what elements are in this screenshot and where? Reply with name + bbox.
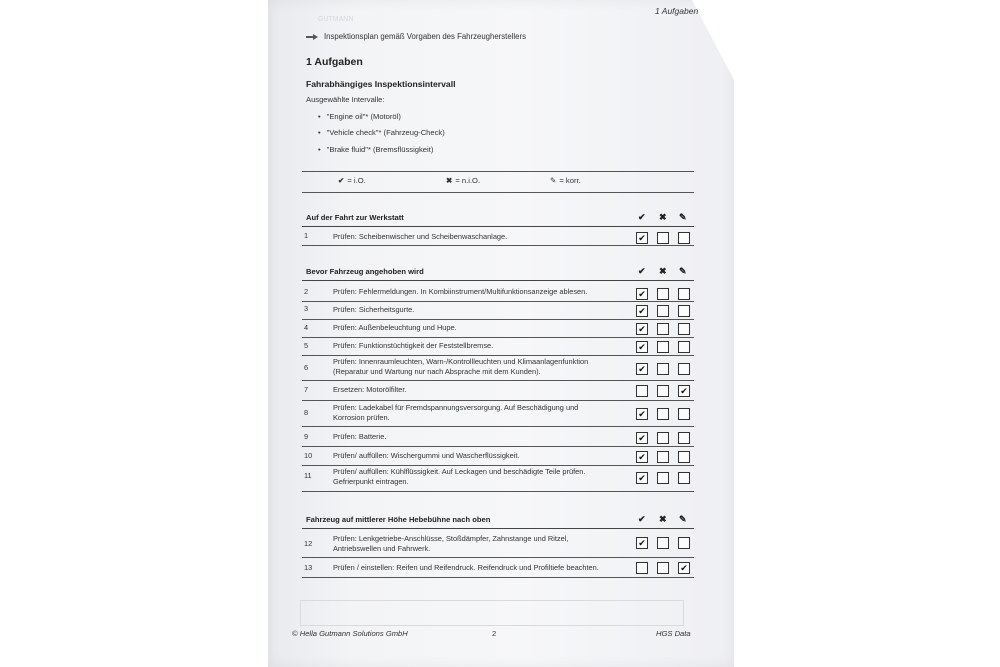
section-title: 1 Aufgaben	[306, 56, 363, 68]
faint-note-box	[300, 600, 684, 626]
nok-checkbox[interactable]	[657, 451, 669, 463]
cross-icon: ✖	[659, 514, 667, 524]
group-header: Fahrzeug auf mittlerer Höhe Hebebühne nach oben ✔ ✖ ✎	[302, 514, 694, 529]
corr-checkbox[interactable]	[678, 323, 690, 335]
nok-checkbox[interactable]	[657, 385, 669, 397]
table-row: 9 Prüfen: Batterie. ✔	[302, 426, 694, 447]
table-row: 12 Prüfen: Lenkgetriebe-Anschlüsse, Stoßdämpfer, Zahnstange und Ritzel, Antriebswellen und Fahrwerk. ✔	[302, 531, 694, 558]
corr-checkbox[interactable]	[678, 305, 690, 317]
check-icon: ✔	[638, 212, 646, 222]
ok-checkbox[interactable]	[636, 385, 648, 397]
interval-item: • "Engine oil"* (Motoröl)	[318, 112, 401, 121]
interval-subtitle: Fahrabhängiges Inspektionsintervall	[306, 79, 456, 89]
table-row: 2 Prüfen: Fehlermeldungen. In Kombiinstrument/Multifunktionsanzeige ablesen. ✔	[302, 284, 694, 302]
ok-checkbox[interactable]: ✔	[636, 451, 648, 463]
nok-checkbox[interactable]	[657, 472, 669, 484]
page-header-label: 1 Aufgaben	[655, 6, 699, 16]
corr-checkbox[interactable]	[678, 432, 690, 444]
nok-checkbox[interactable]	[657, 232, 669, 244]
table-row: 11 Prüfen/ auffüllen: Kühlflüssigkeit. Auf Leckagen und beschädigte Teile prüfen. Gefrierpunkt eintragen. ✔	[302, 465, 694, 492]
nok-checkbox[interactable]	[657, 341, 669, 353]
interval-item: • "Brake fluid"* (Bremsflüssigkeit)	[318, 145, 434, 154]
nok-checkbox[interactable]	[657, 408, 669, 420]
ok-checkbox[interactable]: ✔	[636, 305, 648, 317]
ok-checkbox[interactable]: ✔	[636, 408, 648, 420]
ok-checkbox[interactable]: ✔	[636, 363, 648, 375]
corr-checkbox[interactable]: ✔	[678, 385, 690, 397]
corr-checkbox[interactable]: ✔	[678, 562, 690, 574]
corr-checkbox[interactable]	[678, 408, 690, 420]
footer-right: HGS Data	[656, 629, 691, 638]
legend	[302, 171, 694, 193]
group-header: Auf der Fahrt zur Werkstatt ✔ ✖ ✎	[302, 212, 694, 227]
pencil-correction-icon: ✎	[679, 514, 687, 524]
cross-icon: ✖	[659, 212, 667, 222]
ok-checkbox[interactable]: ✔	[636, 472, 648, 484]
ok-checkbox[interactable]: ✔	[636, 232, 648, 244]
corr-checkbox[interactable]	[678, 363, 690, 375]
watermark-logo: GUTMANN	[318, 16, 354, 23]
table-row: 13 Prüfen / einstellen: Reifen und Reifendruck. Reifendruck und Profiltiefe beachten. ✔	[302, 557, 694, 578]
legend-nok: ✖ = n.i.O.	[446, 176, 481, 185]
table-row: 1 Prüfen: Scheibenwischer und Scheibenwaschanlage. ✔	[302, 229, 694, 246]
ok-checkbox[interactable]: ✔	[636, 288, 648, 300]
bullet-icon: •	[318, 145, 321, 154]
pencil-correction-icon: ✎	[550, 176, 557, 185]
nok-checkbox[interactable]	[657, 432, 669, 444]
table-row: 3 Prüfen: Sicherheitsgurte. ✔	[302, 301, 694, 320]
check-icon: ✔	[338, 176, 345, 185]
check-icon: ✔	[638, 266, 646, 276]
background-right	[732, 0, 1000, 667]
ok-checkbox[interactable]: ✔	[636, 432, 648, 444]
corr-checkbox[interactable]	[678, 472, 690, 484]
footer-copyright: © Hella Gutmann Solutions GmbH	[292, 629, 408, 638]
nok-checkbox[interactable]	[657, 288, 669, 300]
corr-checkbox[interactable]	[678, 537, 690, 549]
corr-checkbox[interactable]	[678, 288, 690, 300]
nok-checkbox[interactable]	[657, 305, 669, 317]
nok-checkbox[interactable]	[657, 537, 669, 549]
ok-checkbox[interactable]: ✔	[636, 323, 648, 335]
nok-checkbox[interactable]	[657, 562, 669, 574]
corr-checkbox[interactable]	[678, 232, 690, 244]
table-row: 10 Prüfen/ auffüllen: Wischergummi und Wascherflüssigkeit. ✔	[302, 446, 694, 466]
table-row: 6 Prüfen: Innenraumleuchten, Warn-/Kontrollleuchten und Klimaanlagenfunktion (Reparatur und Wartung nur nach Absprache mit dem Kunden). ✔	[302, 355, 694, 381]
table-row: 4 Prüfen: Außenbeleuchtung und Hupe. ✔	[302, 319, 694, 338]
inspection-plan-text: Inspektionsplan gemäß Vorgaben des Fahrzeugherstellers	[324, 32, 526, 41]
table-row: 7 Ersetzen: Motorölfilter. ✔	[302, 380, 694, 401]
intervals-label: Ausgewählte Intervalle:	[306, 95, 385, 104]
footer-page-number: 2	[492, 629, 497, 638]
check-icon: ✔	[638, 514, 646, 524]
group-header: Bevor Fahrzeug angehoben wird ✔ ✖ ✎	[302, 266, 694, 281]
corr-checkbox[interactable]	[678, 451, 690, 463]
nok-checkbox[interactable]	[657, 363, 669, 375]
corr-checkbox[interactable]	[678, 341, 690, 353]
pencil-correction-icon: ✎	[679, 266, 687, 276]
pencil-correction-icon: ✎	[679, 212, 687, 222]
ok-checkbox[interactable]: ✔	[636, 341, 648, 353]
ok-checkbox[interactable]: ✔	[636, 537, 648, 549]
legend-corr: ✎ = korr.	[550, 176, 581, 185]
cross-icon: ✖	[659, 266, 667, 276]
legend-ok: ✔ = i.O.	[338, 176, 366, 185]
bullet-icon: •	[318, 128, 321, 137]
bullet-icon: •	[318, 112, 321, 121]
inspection-plan-line	[306, 32, 526, 41]
table-row: 8 Prüfen: Ladekabel für Fremdspannungsversorgung. Auf Beschädigung und Korrosion prüfen. ✔	[302, 400, 694, 427]
cross-icon: ✖	[446, 176, 453, 185]
ok-checkbox[interactable]	[636, 562, 648, 574]
background-left	[0, 0, 268, 667]
arrow-right-icon	[306, 34, 318, 40]
table-row: 5 Prüfen: Funktionstüchtigkeit der Feststellbremse. ✔	[302, 337, 694, 356]
interval-item: • "Vehicle check"* (Fahrzeug-Check)	[318, 128, 445, 137]
nok-checkbox[interactable]	[657, 323, 669, 335]
